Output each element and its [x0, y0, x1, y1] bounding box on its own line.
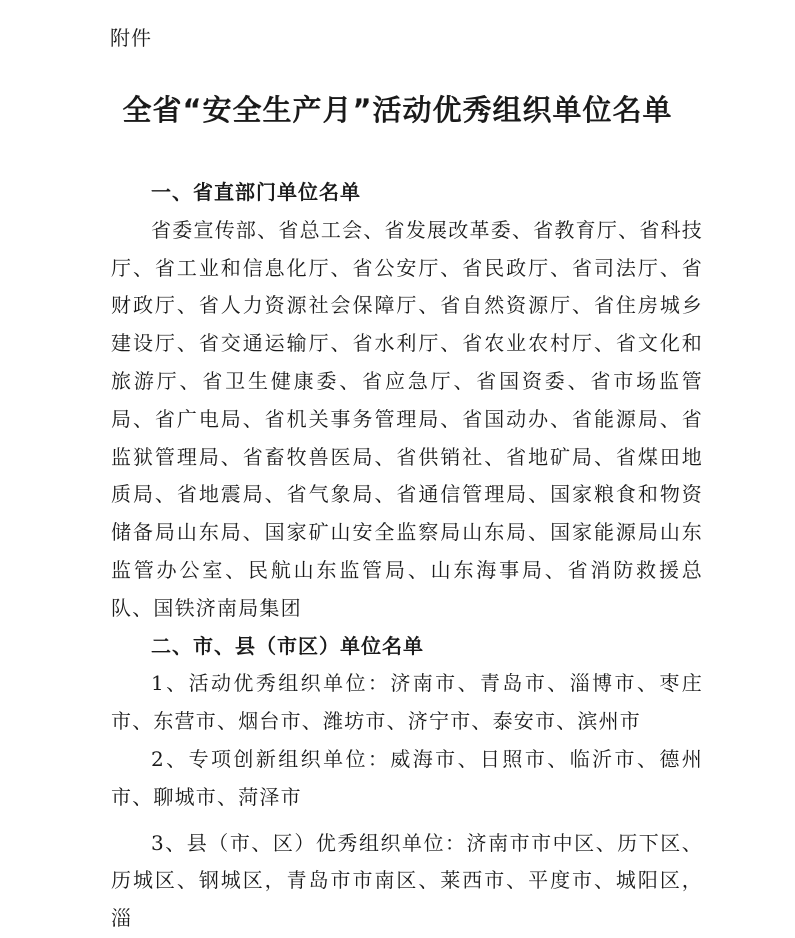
section1-paragraph: 省委宣传部、省总工会、省发展改革委、省教育厅、省科技厅、省工业和信息化厅、省公安厅、省民政厅、省司法厅、省财政厅、省人力资源社会保障厅、省自然资源厅、省住房城乡建设厅、省交通运输厅、省水利厅、省农业农村厅、省文化和旅游厅、省卫生健康委、省应急厅、省国资委、省市场监管局、省广电局、省机关事务管理局、省国动办、省能源局、省监狱管理局、省畜牧兽医局、省供销社、省地矿局、省煤田地质局、省地震局、省气象局、省通信管理局、国家粮食和物资储备局山东局、国家矿山安全监察局山东局、国家能源局山东监管办公室、民航山东监管局、山东海事局、省消防救援总队、国铁济南局集团 [111, 217, 703, 620]
document-body [111, 174, 703, 938]
attachment-label: 附件 [110, 26, 152, 50]
section2-heading: 二、市、县（市区）单位名单 [151, 633, 424, 658]
document-title: 全省“安全生产月”活动优秀组织单位名单 [122, 93, 673, 127]
section2-item-2: 2、专项创新组织单位：威海市、日照市、临沂市、德州市、聊城市、菏泽市 [111, 746, 703, 809]
section1-heading: 一、省直部门单位名单 [151, 180, 361, 204]
paragraph-spacer [111, 817, 703, 825]
section2-item-3: 3、县（市、区）优秀组织单位：济南市市中区、历下区、历城区、钢城区，青岛市市南区、莱西市、平度市、城阳区，淄 [111, 830, 703, 931]
section2-item-1: 1、活动优秀组织单位：济南市、青岛市、淄博市、枣庄市、东营市、烟台市、潍坊市、济宁市、泰安市、滨州市 [111, 671, 703, 734]
